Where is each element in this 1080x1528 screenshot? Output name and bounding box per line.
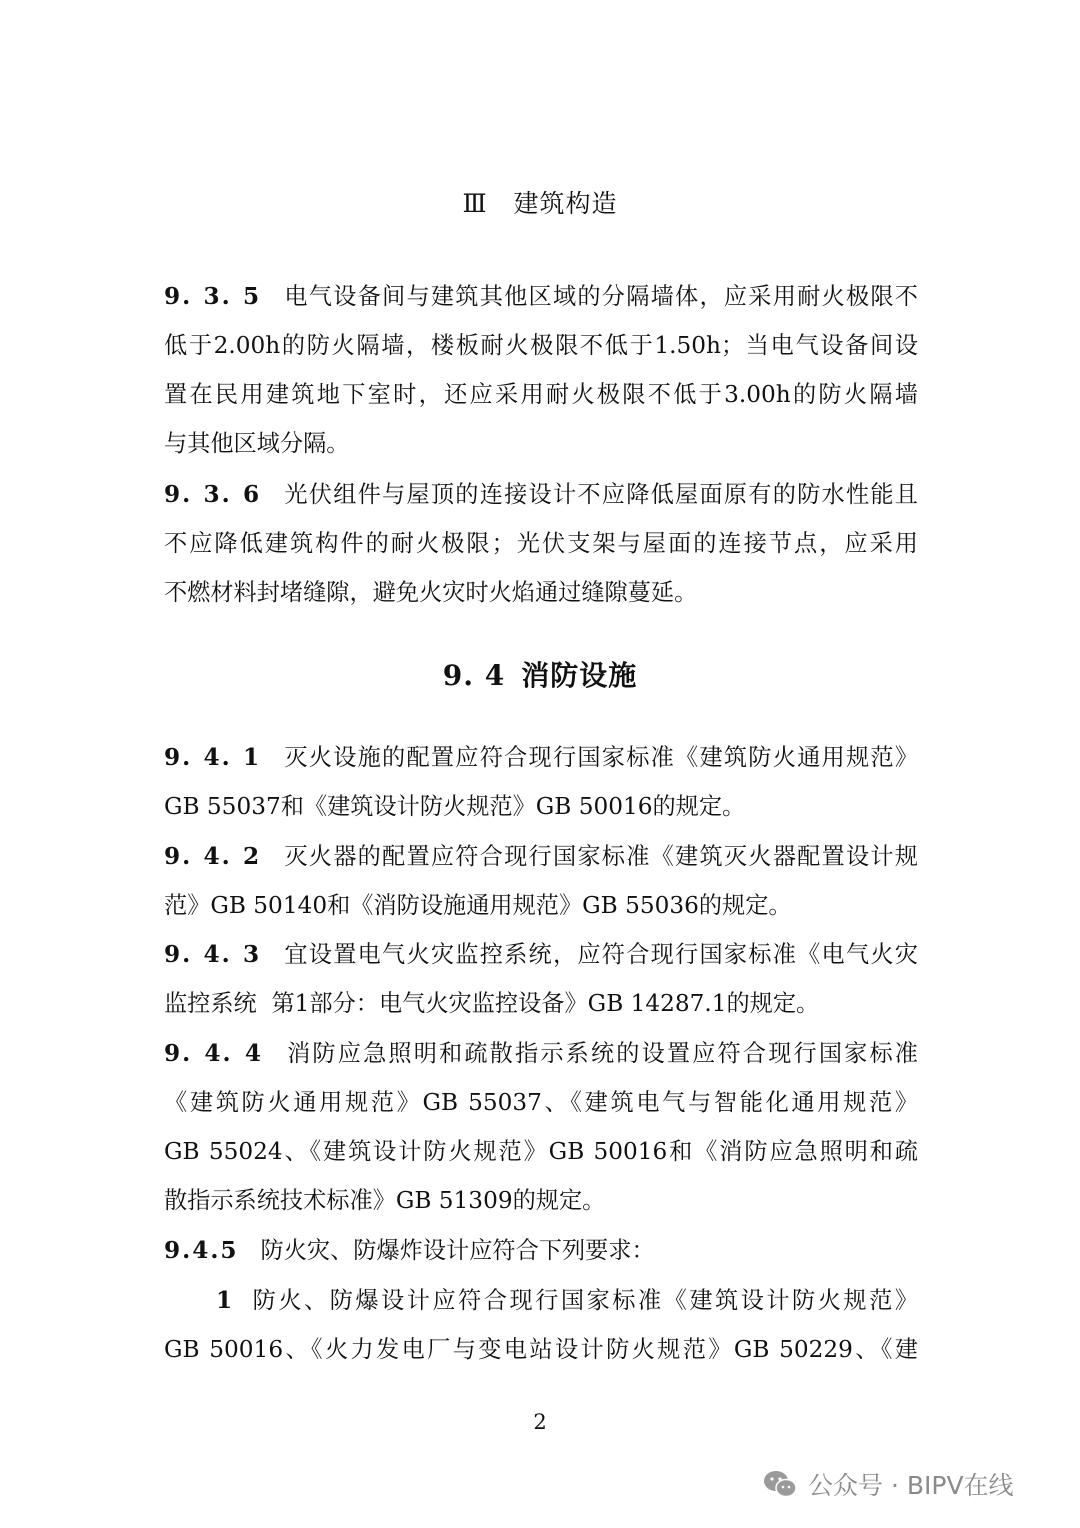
clause-line: 范》GB 50140和《消防设施通用规范》GB 55036的规定。	[164, 892, 792, 919]
clause-text: 灭火器的配置应符合现行国家标准《建筑灭火器配置设计规	[283, 843, 918, 870]
clause-line	[164, 832, 918, 881]
clause-number: 9.4.5	[164, 1237, 239, 1264]
clause-9-4-4	[164, 1029, 918, 1225]
clause-line: 监控系统 第1部分：电气火灾监控设备》GB 14287.1的规定。	[164, 990, 820, 1017]
clause-line: 不应降低建筑构件的耐火极限；光伏支架与屋面的连接节点，应采用	[164, 530, 918, 557]
clause-number: 9. 3. 5	[164, 283, 262, 310]
clause-line	[164, 930, 918, 979]
clause-9-3-6	[164, 470, 918, 617]
clause-line	[164, 1029, 918, 1078]
clause-number: 9. 3. 6	[164, 481, 262, 508]
clause-line: 《建筑防火通用规范》GB 55037、《建筑电气与智能化通用规范》	[164, 1089, 918, 1116]
clause-9-4-3	[164, 930, 918, 1028]
section-number: 9. 4	[442, 659, 506, 692]
clause-line: 置在民用建筑地下室时，还应采用耐火极限不低于3.00h的防火隔墙	[164, 381, 918, 408]
clause-line	[164, 733, 918, 782]
clause-line: GB 55024、《建筑设计防火规范》GB 50016和《消防应急照明和疏	[164, 1138, 918, 1165]
subsection-title-text: 建筑构造	[513, 189, 618, 218]
item-line: GB 50016、《火力发电厂与变电站设计防火规范》GB 50229、《建	[164, 1336, 918, 1363]
clause-line: 低于2.00h的防火隔墙，楼板耐火极限不低于1.50h；当电气设备间设	[164, 332, 918, 359]
clause-9-4-5	[164, 1226, 918, 1275]
item-line	[164, 1276, 918, 1325]
page-number: 2	[533, 1410, 547, 1434]
subsection-title	[0, 184, 1080, 220]
clause-text: 电气设备间与建筑其他区域的分隔墙体，应采用耐火极限不	[283, 283, 918, 310]
watermark	[762, 1464, 1014, 1504]
wechat-icon	[762, 1469, 798, 1499]
clause-line	[164, 1226, 918, 1275]
clause-number: 9. 4. 1	[164, 744, 262, 771]
watermark-text: 公众号 · BIPV在线	[808, 1471, 1014, 1500]
clause-number: 9. 4. 3	[164, 941, 262, 968]
section-heading	[0, 654, 1080, 694]
clause-line: 不燃材料封堵缝隙，避免火灾时火焰通过缝隙蔓延。	[164, 579, 698, 606]
clause-9-4-2	[164, 832, 918, 930]
section-title: 消防设施	[521, 659, 638, 692]
clause-line: 散指示系统技术标准》GB 51309的规定。	[164, 1187, 606, 1214]
list-item-1	[164, 1276, 918, 1374]
clause-line: GB 55037和《建筑设计防火规范》GB 50016的规定。	[164, 793, 746, 820]
clause-text: 消防应急照明和疏散指示系统的设置应符合现行国家标准	[284, 1040, 918, 1067]
subsection-roman-numeral: Ⅲ	[462, 189, 488, 218]
clause-9-3-5	[164, 272, 918, 468]
clause-number: 9. 4. 4	[164, 1040, 263, 1067]
clause-text: 灭火设施的配置应符合现行国家标准《建筑防火通用规范》	[283, 744, 918, 771]
clause-line	[164, 470, 918, 519]
item-text: 防火、防爆设计应符合现行国家标准《建筑设计防火规范》	[250, 1287, 918, 1314]
clause-9-4-1	[164, 733, 918, 831]
clause-text: 防火灾、防爆炸设计应符合下列要求：	[260, 1237, 655, 1264]
clause-text: 宜设置电气火灾监控系统，应符合现行国家标准《电气火灾	[283, 941, 918, 968]
item-number: 1	[216, 1287, 233, 1314]
clause-line	[164, 272, 918, 321]
clause-line: 与其他区域分隔。	[164, 430, 350, 457]
clause-number: 9. 4. 2	[164, 843, 262, 870]
clause-text: 光伏组件与屋顶的连接设计不应降低屋面原有的防水性能且	[283, 481, 918, 508]
